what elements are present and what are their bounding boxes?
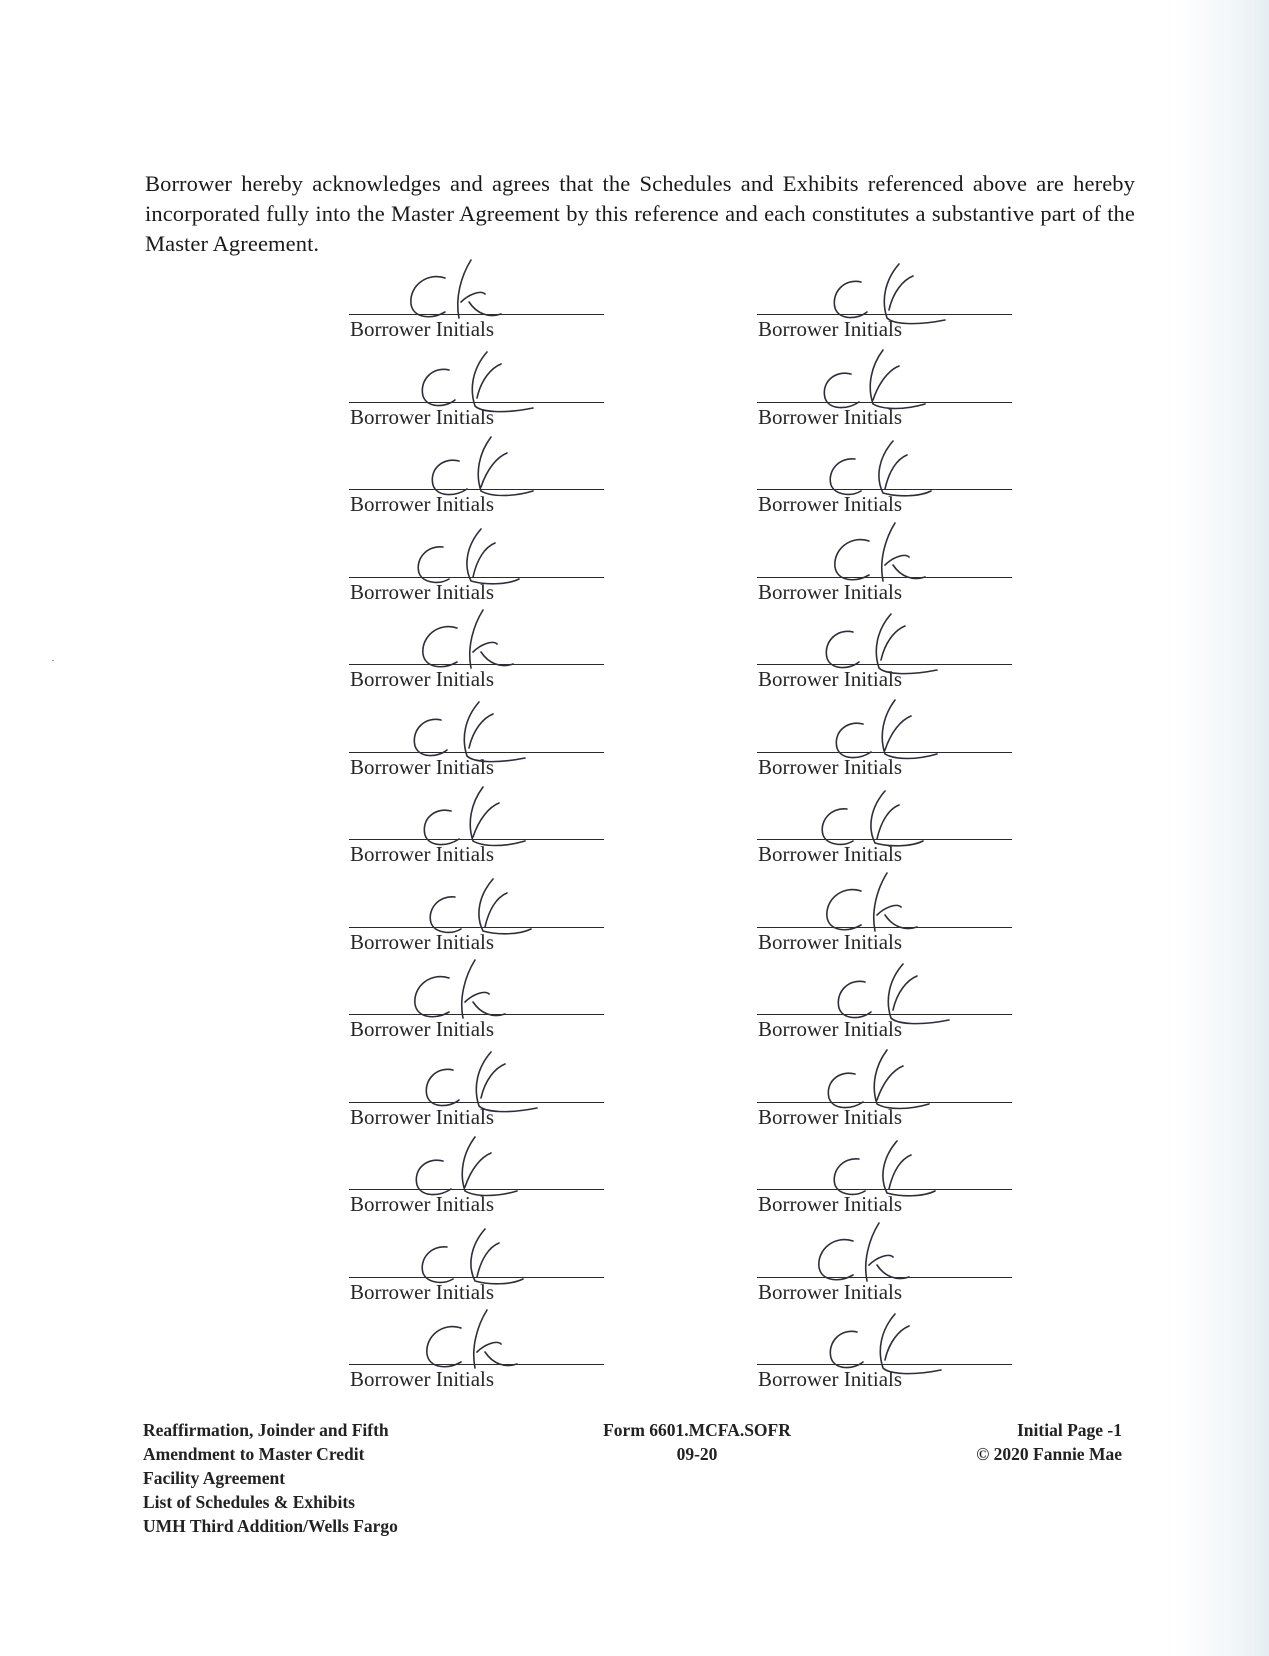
borrower-initials-label: Borrower Initials <box>758 317 903 341</box>
borrower-initials-label: Borrower Initials <box>350 317 495 341</box>
handwritten-initials <box>805 252 975 328</box>
initials-block <box>757 1217 1017 1305</box>
borrower-initials-label: Borrower Initials <box>758 1104 903 1129</box>
borrower-initials-label: Borrower Initials <box>350 492 495 516</box>
initials-block <box>349 429 609 517</box>
handwritten-initials <box>809 952 979 1028</box>
borrower-initials-label: Borrower Initials <box>350 404 495 429</box>
handwritten-initials <box>385 690 555 766</box>
borrower-initials-label: Borrower Initials <box>350 1367 495 1391</box>
initials-block <box>349 517 609 605</box>
initials-block <box>349 867 609 955</box>
borrower-initials-label: Borrower Initials <box>350 1104 495 1129</box>
initials-block <box>349 342 609 430</box>
scan-edge-shading <box>1173 0 1269 1656</box>
initials-block <box>757 1304 1017 1392</box>
handwritten-initials <box>793 777 963 853</box>
handwritten-initials <box>393 1215 563 1291</box>
borrower-initials-label: Borrower Initials <box>758 842 903 866</box>
initials-block <box>757 342 1017 430</box>
handwritten-initials <box>389 515 559 591</box>
borrower-initials-label: Borrower Initials <box>758 1017 903 1041</box>
borrower-initials-label: Borrower Initials <box>758 754 903 779</box>
initials-block <box>757 779 1017 867</box>
initials-block <box>757 1129 1017 1217</box>
footer-title-line: Reaffirmation, Joinder and Fifth <box>143 1420 389 1440</box>
handwritten-initials <box>805 1127 975 1203</box>
initials-block <box>757 517 1017 605</box>
initials-block <box>349 779 609 867</box>
initials-block <box>757 867 1017 955</box>
footer-title-line: Facility Agreement <box>143 1468 286 1488</box>
footer-title-line: List of Schedules & Exhibits <box>143 1492 355 1512</box>
handwritten-initials <box>401 1302 571 1378</box>
initials-block <box>349 692 609 780</box>
form-number: Form 6601.MCFA.SOFR <box>603 1420 791 1440</box>
borrower-initials-label: Borrower Initials <box>758 667 903 691</box>
handwritten-initials <box>793 1215 963 1291</box>
initials-block <box>349 954 609 1042</box>
initials-block <box>757 429 1017 517</box>
initials-column-right <box>757 254 1017 1392</box>
handwritten-initials <box>397 602 567 678</box>
borrower-initials-label: Borrower Initials <box>758 1279 903 1304</box>
borrower-initials-label: Borrower Initials <box>350 929 495 954</box>
borrower-initials-label: Borrower Initials <box>758 492 903 516</box>
initials-block <box>349 604 609 692</box>
handwritten-initials <box>801 1302 971 1378</box>
handwritten-initials <box>401 427 571 503</box>
footer-page-info <box>900 1418 1122 1466</box>
footer-document-title <box>143 1418 473 1538</box>
handwritten-initials <box>385 252 555 328</box>
acknowledgement-paragraph: Borrower hereby acknowledges and agrees that the Schedules and Exhibits referenced above are hereby incorporated fully into the Master Agreement by this reference and each constitutes a substantive part of the Master Agreement. <box>145 170 1135 256</box>
handwritten-initials <box>389 952 559 1028</box>
footer-form-number <box>572 1418 822 1466</box>
handwritten-initials <box>801 865 971 941</box>
handwritten-initials <box>401 865 571 941</box>
handwritten-initials <box>793 340 963 416</box>
initials-block <box>757 954 1017 1042</box>
borrower-initials-label: Borrower Initials <box>758 1367 903 1391</box>
initials-block <box>757 254 1017 342</box>
handwritten-initials <box>397 1040 567 1116</box>
handwritten-initials <box>393 340 563 416</box>
borrower-initials-label: Borrower Initials <box>758 1192 903 1216</box>
borrower-initials-label: Borrower Initials <box>758 579 903 604</box>
handwritten-initials <box>801 427 971 503</box>
initials-block <box>349 1129 609 1217</box>
borrower-initials-label: Borrower Initials <box>350 1279 495 1304</box>
initials-block <box>757 692 1017 780</box>
handwritten-initials <box>797 602 967 678</box>
initials-block <box>349 1042 609 1130</box>
borrower-initials-label: Borrower Initials <box>350 579 495 604</box>
page-number: Initial Page -1 <box>1017 1420 1122 1440</box>
initials-block <box>757 1042 1017 1130</box>
initials-block <box>349 254 609 342</box>
initials-column-left <box>349 254 609 1392</box>
borrower-initials-label: Borrower Initials <box>350 1192 495 1216</box>
handwritten-initials <box>805 690 975 766</box>
scan-speck <box>52 660 54 661</box>
form-date: 09-20 <box>676 1444 718 1464</box>
handwritten-initials <box>385 1127 555 1203</box>
footer-title-line: Amendment to Master Credit <box>143 1444 365 1464</box>
initials-block <box>349 1304 609 1392</box>
borrower-initials-label: Borrower Initials <box>350 1017 495 1041</box>
borrower-initials-label: Borrower Initials <box>350 754 495 779</box>
borrower-initials-label: Borrower Initials <box>350 842 495 866</box>
handwritten-initials <box>393 777 563 853</box>
borrower-initials-label: Borrower Initials <box>350 667 495 691</box>
handwritten-initials <box>797 1040 967 1116</box>
handwritten-initials <box>809 515 979 591</box>
footer-title-line: UMH Third Addition/Wells Fargo <box>143 1516 398 1536</box>
initials-block <box>757 604 1017 692</box>
borrower-initials-label: Borrower Initials <box>758 404 903 429</box>
initials-block <box>349 1217 609 1305</box>
copyright: © 2020 Fannie Mae <box>976 1444 1122 1464</box>
borrower-initials-label: Borrower Initials <box>758 929 903 954</box>
